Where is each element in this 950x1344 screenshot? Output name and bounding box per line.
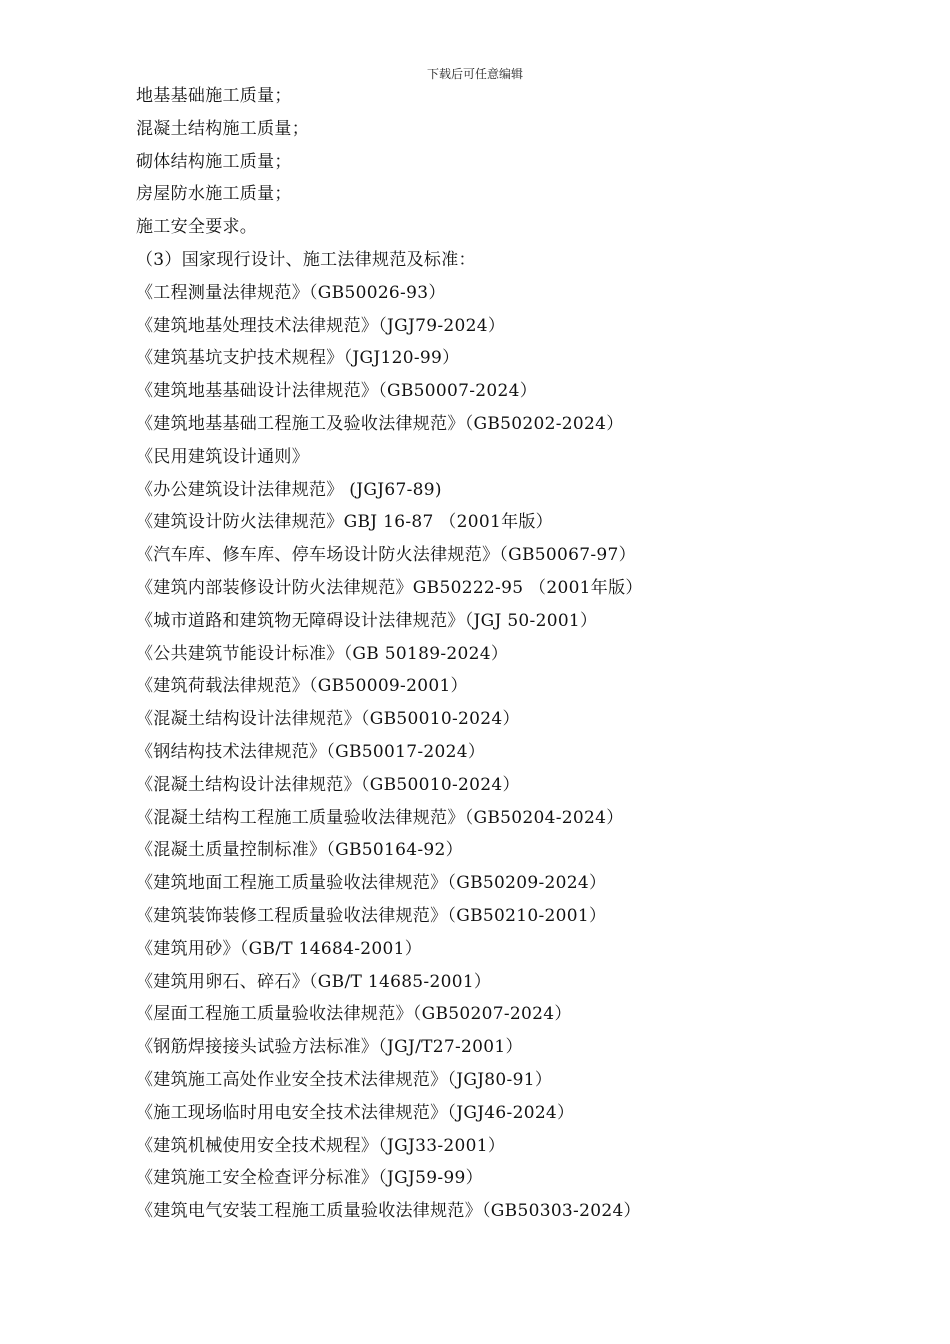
- standard-item: 《建筑地基基础设计法律规范》（GB50007-2024）: [136, 381, 538, 402]
- standard-item: 《混凝土结构工程施工质量验收法律规范》（GB50204-2024）: [136, 807, 624, 828]
- standard-item: 《钢筋焊接接头试验方法标准》（JGJ/T27-2001）: [136, 1037, 523, 1058]
- standard-item: 《混凝土结构设计法律规范》（GB50010-2024）: [136, 709, 520, 730]
- section-heading: （3）国家现行设计、施工法律规范及标准：: [136, 249, 476, 270]
- text-line: 施工安全要求。: [136, 217, 258, 238]
- standard-item: 《建筑施工高处作业安全技术法律规范》（JGJ80-91）: [136, 1069, 553, 1090]
- text-line: 混凝土结构施工质量；: [136, 118, 309, 139]
- standard-item: 《建筑电气安装工程施工质量验收法律规范》（GB50303-2024）: [136, 1201, 641, 1222]
- standard-item: 《施工现场临时用电安全技术法律规范》（JGJ46-2024）: [136, 1102, 575, 1123]
- standard-item: 《城市道路和建筑物无障碍设计法律规范》（JGJ 50-2001）: [136, 610, 598, 631]
- standard-item: 《公共建筑节能设计标准》（GB 50189-2024）: [136, 643, 509, 664]
- standard-item: 《工程测量法律规范》（GB50026-93）: [136, 282, 446, 303]
- document-body: [136, 80, 916, 1228]
- standard-item: 《建筑荷载法律规范》（GB50009-2001）: [136, 676, 468, 697]
- standard-item: 《汽车库、修车库、停车场设计防火法律规范》（GB50067-97）: [136, 545, 636, 566]
- text-line: 砌体结构施工质量；: [136, 151, 292, 172]
- header-note: 下载后可任意编辑: [426, 67, 523, 81]
- text-line: 地基基础施工质量；: [136, 86, 292, 106]
- standard-item: 《建筑设计防火法律规范》GBJ 16-87 （2001年版）: [136, 512, 553, 533]
- standard-item: 《钢结构技术法律规范》（GB50017-2024）: [136, 741, 486, 762]
- standard-item: 《建筑内部装修设计防火法律规范》GB50222-95 （2001年版）: [136, 577, 643, 598]
- standard-item: 《建筑用卵石、碎石》（GB/T 14685-2001）: [136, 971, 492, 992]
- standard-item: 《混凝土质量控制标准》（GB50164-92）: [136, 840, 463, 861]
- text-line: 房屋防水施工质量；: [136, 184, 292, 205]
- standard-item: 《办公建筑设计法律规范》 (JGJ67-89): [136, 479, 442, 500]
- standard-item: 《民用建筑设计通则》: [136, 446, 309, 467]
- standard-item: 《建筑施工安全检查评分标准》（JGJ59-99）: [136, 1168, 483, 1189]
- standard-item: 《建筑基坑支护技术规程》（JGJ120-99）: [136, 348, 460, 369]
- standard-item: 《建筑地基基础工程施工及验收法律规范》（GB50202-2024）: [136, 413, 624, 434]
- standard-item: 《混凝土结构设计法律规范》（GB50010-2024）: [136, 774, 520, 795]
- standard-item: 《建筑地面工程施工质量验收法律规范》（GB50209-2024）: [136, 873, 607, 894]
- standard-item: 《建筑装饰装修工程质量验收法律规范》（GB50210-2001）: [136, 905, 607, 926]
- standard-item: 《屋面工程施工质量验收法律规范》（GB50207-2024）: [136, 1004, 572, 1025]
- standard-item: 《建筑机械使用安全技术规程》（JGJ33-2001）: [136, 1135, 506, 1156]
- standard-item: 《建筑地基处理技术法律规范》（JGJ79-2024）: [136, 315, 506, 336]
- standard-item: 《建筑用砂》（GB/T 14684-2001）: [136, 938, 423, 959]
